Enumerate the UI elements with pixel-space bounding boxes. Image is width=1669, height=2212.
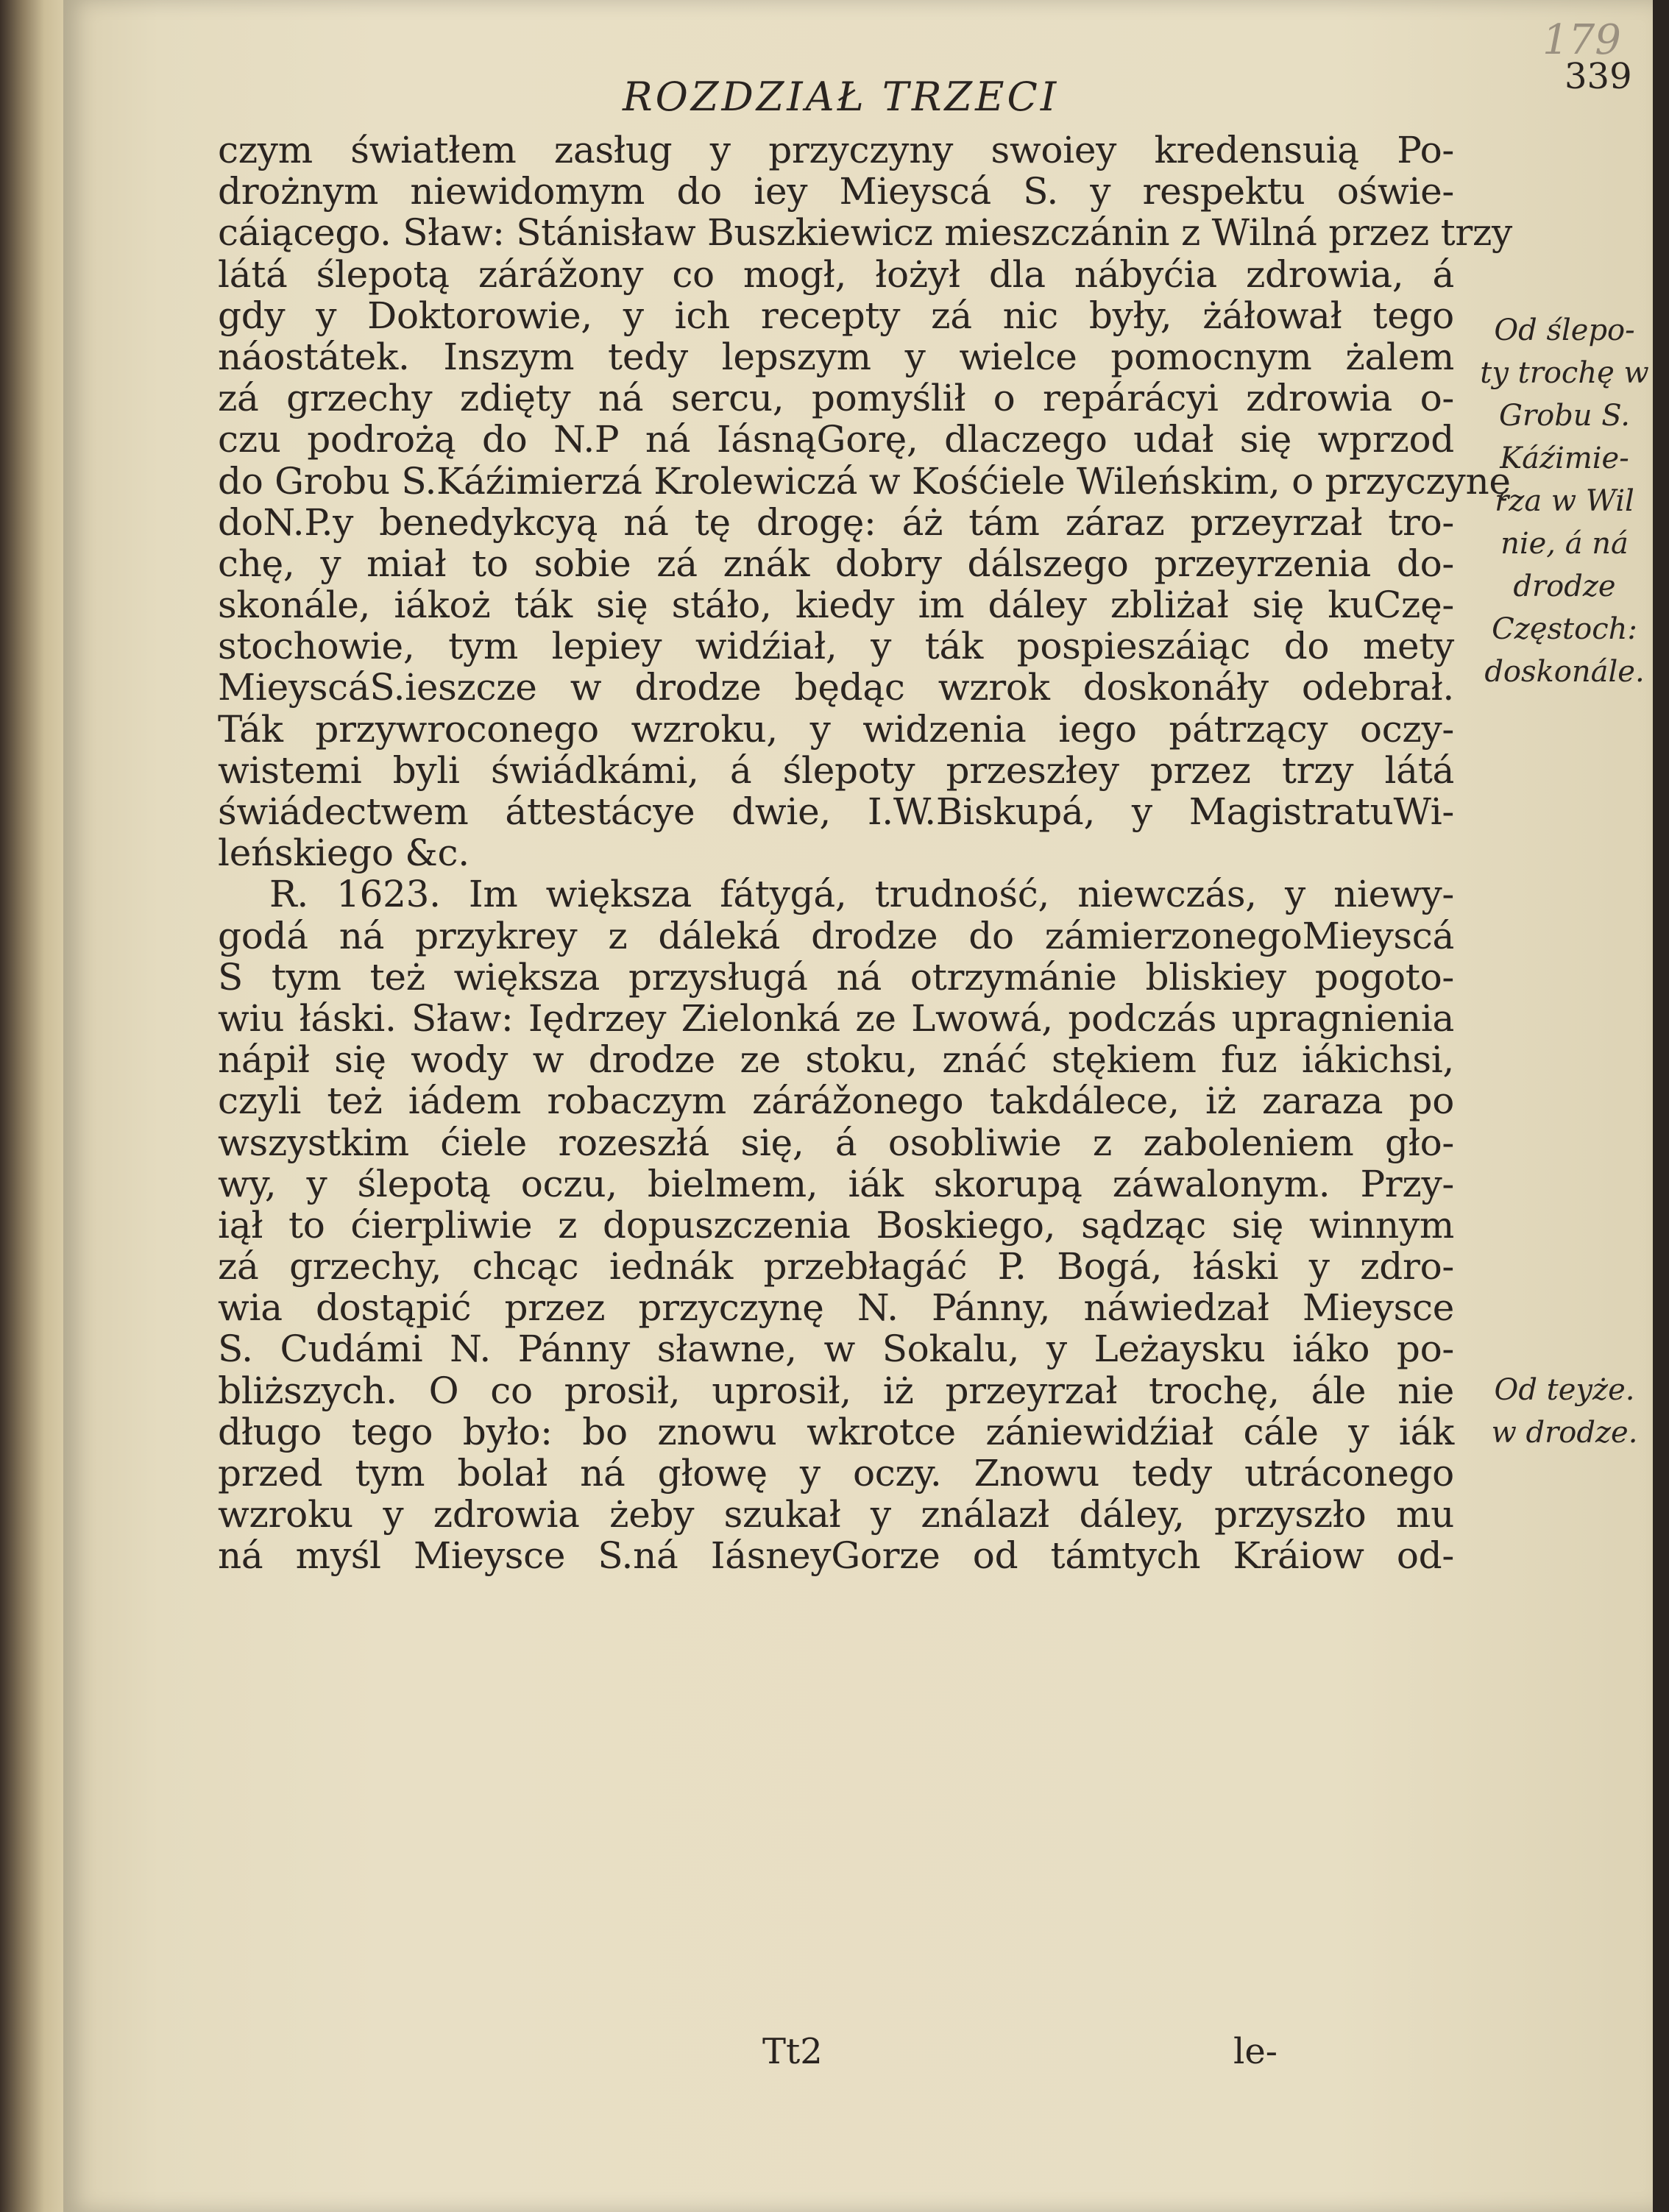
- signature-mark: Tt2: [762, 2031, 823, 2072]
- text-line: cáiącego. Sław: Stánisław Buszkiewicz mieszczánin z Wilná przez trzy: [218, 211, 1512, 255]
- text-line: drożnym niewidomym do iey Mieyscá S. y respektu oświe-: [218, 170, 1454, 213]
- margin-note-line: rza w Wil: [1495, 484, 1634, 518]
- text-line: bliższych. O co prosił, uprosił, iż przeyrzał trochę, ále nie: [218, 1369, 1454, 1412]
- text-line: wistemi byli świádkámi, á ślepoty przeszłey przez trzy látá: [218, 748, 1454, 792]
- margin-note-line: Grobu S.: [1499, 399, 1630, 433]
- text-line: wzroku y zdrowia żeby szukał y ználazł dáley, przyszło mu: [218, 1493, 1454, 1536]
- pencil-folio-number: 179: [1542, 16, 1621, 64]
- text-line: doN.P.y benedykcyą ná tę drogę: áż tám záraz przeyrzał tro-: [218, 500, 1454, 544]
- text-line: świádectwem áttestácye dwie, I.W.Biskupá, y MagistratuWi-: [218, 790, 1454, 833]
- margin-note-line: Káźimie-: [1500, 442, 1629, 475]
- text-line: MieyscáS.ieszcze w drodze będąc wzrok doskonáły odebrał.: [218, 666, 1454, 709]
- catchword: le-: [1233, 2031, 1278, 2072]
- running-head: ROZDZIAŁ TRZECI: [623, 74, 1060, 120]
- text-line: do Grobu S.Káźimierzá Krolewiczá w Kośćiele Wileńskim, o przyczynę: [218, 459, 1511, 503]
- text-line: Ták przywroconego wzroku, y widzenia iego pátrzący oczy-: [218, 707, 1454, 751]
- margin-note-line: Od ślepo-: [1494, 313, 1635, 347]
- text-line: ná myśl Mieysce S.ná IásneyGorze od támtych Kráiow od-: [218, 1534, 1454, 1578]
- text-line: gdy y Doktorowie, y ich recepty zá nic były, żáłował tego: [218, 294, 1454, 337]
- text-line: godá ná przykrey z dáleká drodze do zámierzonegoMieyscá: [218, 914, 1454, 957]
- margin-note-line: nie, á ná: [1500, 527, 1629, 561]
- text-line: chę, y miał to sobie zá znák dobry dálszego przeyrzenia do-: [218, 542, 1454, 585]
- book-spine: [0, 0, 63, 2212]
- text-line: wia dostąpić przez przyczynę N. Pánny, náwiedzał Mieysce: [218, 1286, 1454, 1330]
- text-line: náostátek. Inszym tedy lepszym y wielce pomocnym żalem: [218, 335, 1454, 378]
- margin-note-same-on-road: [1454, 1369, 1669, 1454]
- text-line: zá grzechy, chcąc iednák przebłagáć P. Bogá, łáski y zdro-: [218, 1245, 1454, 1288]
- text-line: przed tym bolał ná głowę y oczy. Znowu tedy utráconego: [218, 1452, 1454, 1495]
- text-line: stochowie, tym lepiey widźiał, y ták pospieszáiąc do mety: [218, 625, 1454, 668]
- margin-note-line: w drodze.: [1491, 1416, 1638, 1450]
- text-line: zá grzechy zdięty ná sercu, pomyślił o repárácyi zdrowia o-: [218, 377, 1454, 420]
- margin-note-line: ty trochę w: [1480, 356, 1649, 390]
- text-line: látá ślepotą zárážony co mogł, łożył dla nábyćia zdrowia, á: [218, 252, 1454, 296]
- text-line: S tym też większa przysługá ná otrzymánie bliskiey pogoto-: [218, 955, 1454, 999]
- text-line: czu podrożą do N.P ná IásnąGorę, dlaczego udał się wprzod: [218, 418, 1454, 461]
- book-page: [63, 0, 1653, 2212]
- text-line: czym światłem zasług y przyczyny swoiey kredensuią Po-: [218, 129, 1454, 171]
- text-line: wszystkim ćiele rozeszłá się, á osobliwie z zaboleniem gło-: [218, 1121, 1454, 1164]
- margin-note-line: Częstoch:: [1492, 612, 1637, 646]
- margin-note-line: Od teyże.: [1494, 1373, 1635, 1407]
- text-line: S. Cudámi N. Pánny sławne, w Sokalu, y Leżaysku iáko po-: [218, 1327, 1454, 1371]
- page-number: 339: [1565, 56, 1632, 97]
- text-line: wy, y ślepotą oczu, bielmem, iák skorupą záwalonym. Przy-: [218, 1162, 1454, 1205]
- body-text: [218, 129, 1512, 1578]
- text-line: długo tego było: bo znowu wkrotce zániewidźiał cále y iák: [218, 1410, 1454, 1453]
- margin-note-line: doskonále.: [1484, 655, 1645, 689]
- margin-note-blindness-healed: [1454, 309, 1669, 693]
- text-line: nápił się wody w drodze ze stoku, znáć stękiem fuz iákichsi,: [218, 1038, 1454, 1082]
- text-line: leńskiego &c.: [218, 832, 469, 875]
- text-line: iął to ćierpliwie z dopuszczenia Boskiego, sądząc się winnym: [218, 1203, 1454, 1247]
- text-line: R. 1623. Im większa fátygá, trudność, niewczás, y niewy-: [269, 873, 1454, 916]
- margin-note-line: drodze: [1513, 570, 1616, 603]
- text-line: skonále, iákoż ták się stáło, kiedy im dáley zbliżał się kuCzę-: [218, 584, 1454, 627]
- text-line: czyli też iádem robaczym zárážonego takdálece, iż zaraza po: [218, 1080, 1454, 1123]
- text-line: wiu łáski. Sław: Iędrzey Zielonká ze Lwowá, podczás upragnienia: [218, 996, 1454, 1040]
